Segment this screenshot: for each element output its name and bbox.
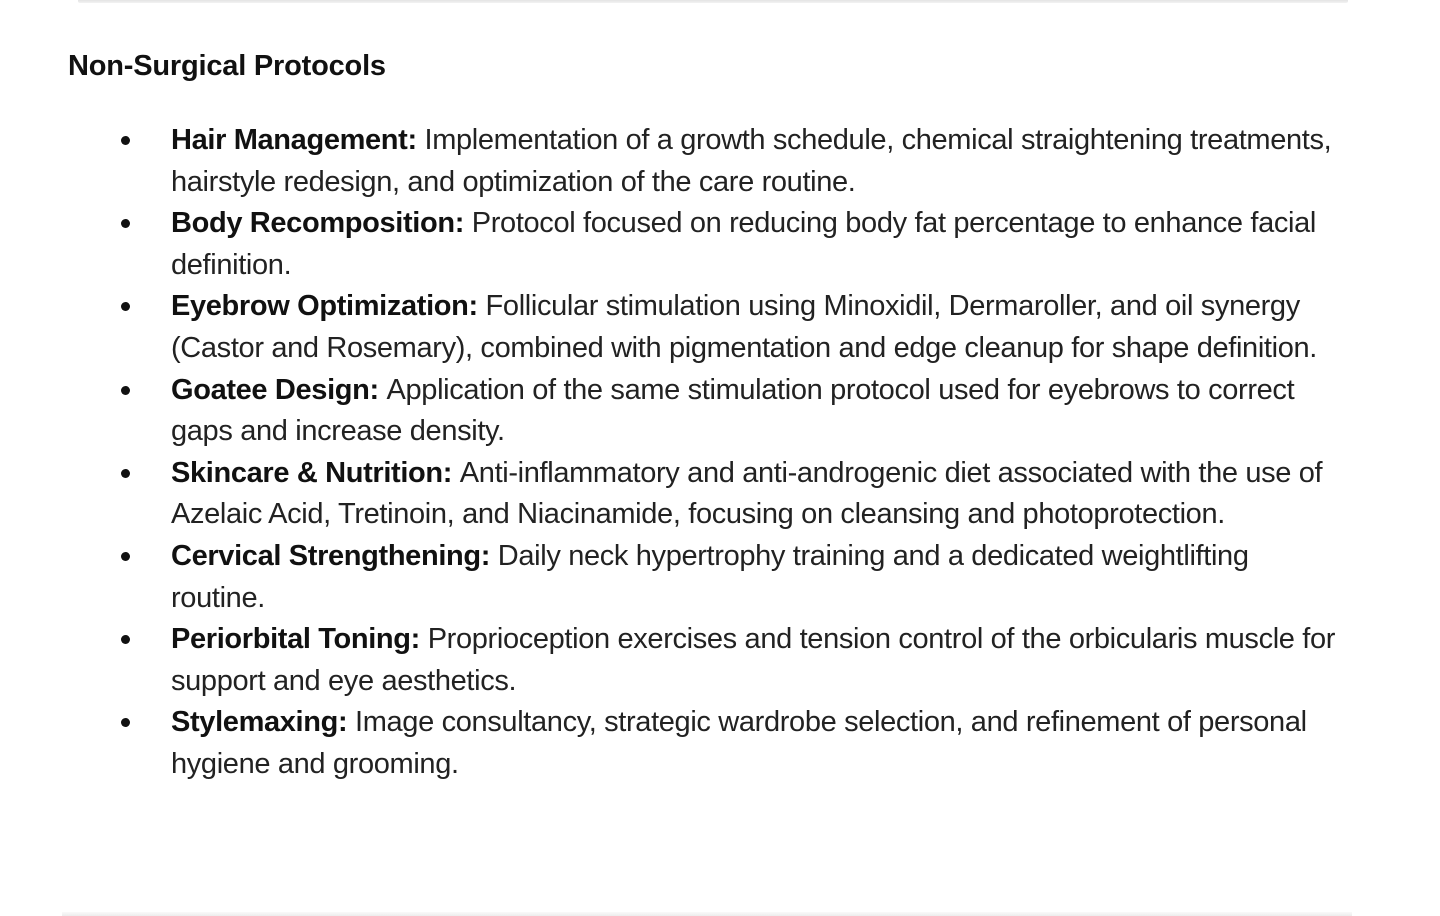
- item-text: Anti-inflammatory and anti-androgenic diet associated with the use of Azelaic Acid, Tretinoin, and Niacinamide, focusing on cleansing and photoprotection.: [171, 456, 1323, 531]
- bullet-icon: [121, 469, 130, 478]
- item-title: Skincare & Nutrition:: [171, 456, 460, 489]
- page-bottom-edge: [62, 912, 1352, 916]
- bullet-icon: [121, 302, 130, 311]
- item-text: Proprioception exercises and tension control of the orbicularis muscle for support and eye aesthetics.: [171, 623, 1336, 697]
- item-text: Daily neck hypertrophy training and a dedicated weightlifting routine.: [171, 539, 1249, 614]
- list-item-goatee-design: [108, 370, 1338, 453]
- item-text: Follicular stimulation using Minoxidil, Dermaroller, and oil synergy (Castor and Rosemary), combined with pigmentation and edge cleanup for shape definition.: [171, 290, 1317, 364]
- bullet-icon: [121, 552, 130, 561]
- item-title: Hair Management:: [171, 124, 425, 156]
- item-text: Implementation of a growth schedule, chemical straightening treatments, hairstyle redesign, and optimization of the care routine.: [171, 124, 1332, 198]
- item-title: Periorbital Toning:: [171, 623, 428, 656]
- item-text: Image consultancy, strategic wardrobe selection, and refinement of personal hygiene and grooming.: [171, 706, 1307, 780]
- item-title: Cervical Strengthening:: [171, 539, 498, 572]
- list-item-cervical-strengthening: [108, 536, 1338, 619]
- bullet-icon: [121, 386, 130, 395]
- item-title: Goatee Design:: [171, 373, 387, 406]
- protocol-list: [108, 120, 1338, 786]
- item-text: Protocol focused on reducing body fat percentage to enhance facial definition.: [171, 207, 1317, 281]
- bullet-icon: [121, 219, 130, 228]
- section-heading: Non-Surgical Protocols: [68, 50, 386, 82]
- list-item-hair-management: [108, 120, 1338, 203]
- bullet-icon: [121, 635, 130, 644]
- list-item-skincare-nutrition: [108, 453, 1338, 536]
- list-item-eyebrow-optimization: [108, 286, 1338, 369]
- item-title: Body Recomposition:: [171, 207, 472, 240]
- item-title: Eyebrow Optimization:: [171, 290, 486, 323]
- list-item-stylemaxing: [108, 702, 1338, 785]
- bullet-icon: [121, 136, 130, 145]
- bullet-icon: [121, 718, 130, 727]
- list-item-body-recomposition: [108, 203, 1338, 286]
- item-title: Stylemaxing:: [171, 706, 356, 739]
- item-text: Application of the same stimulation protocol used for eyebrows to correct gaps and increase density.: [171, 373, 1295, 448]
- page-top-edge: [78, 0, 1348, 3]
- list-item-periorbital-toning: [108, 619, 1338, 702]
